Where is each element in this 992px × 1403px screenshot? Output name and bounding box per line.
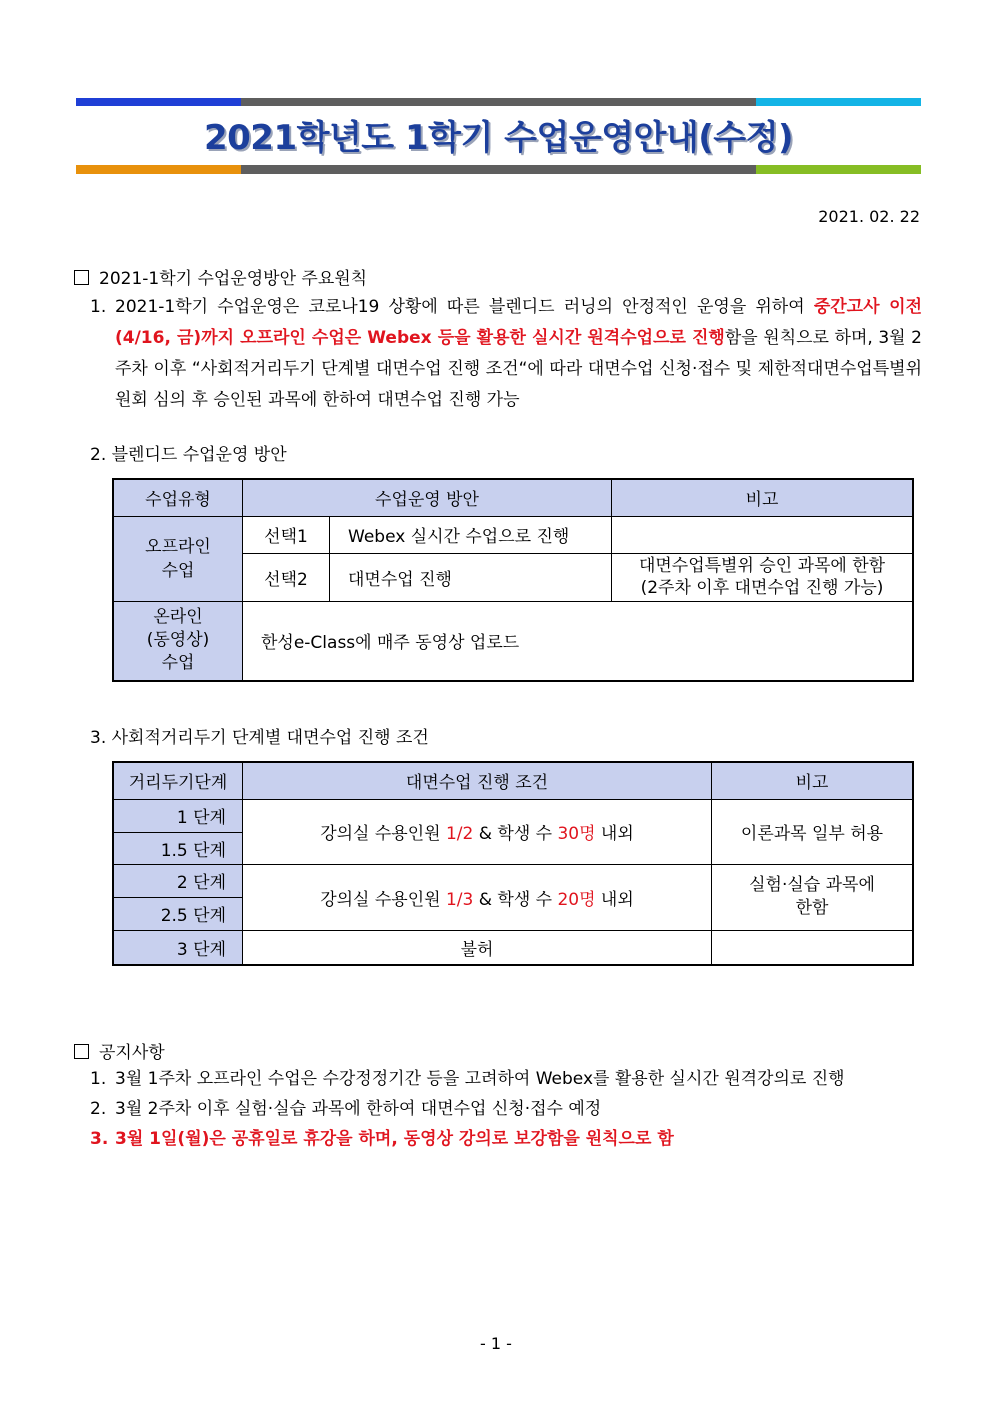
section1-item2-heading: 2. 블렌디드 수업운영 방안 [90, 445, 287, 465]
level-cell: 1.5 단계 [113, 832, 243, 864]
online-type-cell: 온라인 (동영상) 수업 [113, 601, 243, 681]
offline-type-cell: 오프라인 수업 [113, 516, 243, 601]
level-cell: 1 단계 [113, 799, 243, 832]
checkbox-square-icon [74, 1044, 89, 1059]
page-number: - 1 - [480, 1334, 512, 1353]
notice-list [90, 1064, 922, 1154]
blended-plan-table [112, 478, 914, 682]
condition-cell-c: 불허 [243, 930, 712, 965]
level-cell: 2.5 단계 [113, 897, 243, 930]
table-header: 비고 [712, 762, 914, 799]
table-header: 비고 [612, 479, 914, 516]
option1-label: 선택1 [243, 516, 330, 553]
item1-text-a: 2021-1학기 수업운영은 코로나19 상황에 따른 블렌디드 러닝의 안정적인 운영을 위하여 [115, 297, 814, 317]
item1-text-b: 함을 원칙으로 하며, 3월 2주차 이후 “사회적거리두기 단계별 대면수업 진행 조건“에 따라 대면수업 신청·접수 및 제한적대면수업특별위원회 심의 후 승인된 과목에 한하여 대면수업 진행 가능 [115, 328, 922, 410]
distancing-table [112, 761, 914, 966]
online-desc: 한성e-Class에 매주 동영상 업로드 [243, 601, 914, 681]
option2-note: 대면수업특별위 승인 과목에 한함 (2주차 이후 대면수업 진행 가능) [612, 553, 914, 601]
section1-item3-heading: 3. 사회적거리두기 단계별 대면수업 진행 조건 [90, 728, 429, 748]
list-item: 2. 3월 2주차 이후 실험·실습 과목에 한하여 대면수업 신청·접수 예정 [90, 1099, 602, 1119]
item-number: 1. [90, 297, 107, 317]
table-header: 거리두기단계 [113, 762, 243, 799]
level-cell: 3 단계 [113, 930, 243, 965]
document-title: 2021학년도 1학기 수업운영안내(수정) [203, 118, 793, 158]
section2-heading: 공지사항 [74, 1038, 165, 1063]
table-header: 수업유형 [113, 479, 243, 516]
document-date: 2021. 02. 22 [818, 207, 920, 226]
list-item: 3. 3월 1일(월)은 공휴일로 휴강을 하며, 동영상 강의로 보강함을 원칙으로 함 [90, 1129, 674, 1149]
option1-note [612, 516, 914, 553]
table-header: 수업운영 방안 [243, 479, 612, 516]
title-top-bar [76, 98, 921, 106]
item1-text-highlight: 중간고사 이전(4/16, 금)까지 오프라인 수업은 Webex 등을 활용한 실시간 원격수업으로 진행 [115, 297, 923, 348]
condition-cell-a: 강의실 수용인원 1/2 & 학생 수 30명 내외 [243, 799, 712, 864]
option1-desc: Webex 실시간 수업으로 진행 [330, 516, 612, 553]
note-cell-a: 이론과목 일부 허용 [712, 799, 914, 864]
condition-cell-b: 강의실 수용인원 1/3 & 학생 수 20명 내외 [243, 864, 712, 930]
option2-desc: 대면수업 진행 [330, 553, 612, 601]
list-item: 1. 3월 1주차 오프라인 수업은 수강정정기간 등을 고려하여 Webex를 활용한 실시간 원격강의로 진행 [90, 1069, 845, 1089]
title-bottom-bar [76, 165, 921, 174]
table-header: 대면수업 진행 조건 [243, 762, 712, 799]
checkbox-square-icon [74, 270, 89, 285]
section1-heading: 2021-1학기 수업운영방안 주요원칙 [74, 264, 367, 289]
option2-label: 선택2 [243, 553, 330, 601]
section1-item1 [90, 292, 922, 416]
note-cell-c [712, 930, 914, 965]
note-cell-b: 실험·실습 과목에 한함 [712, 864, 914, 930]
level-cell: 2 단계 [113, 864, 243, 897]
